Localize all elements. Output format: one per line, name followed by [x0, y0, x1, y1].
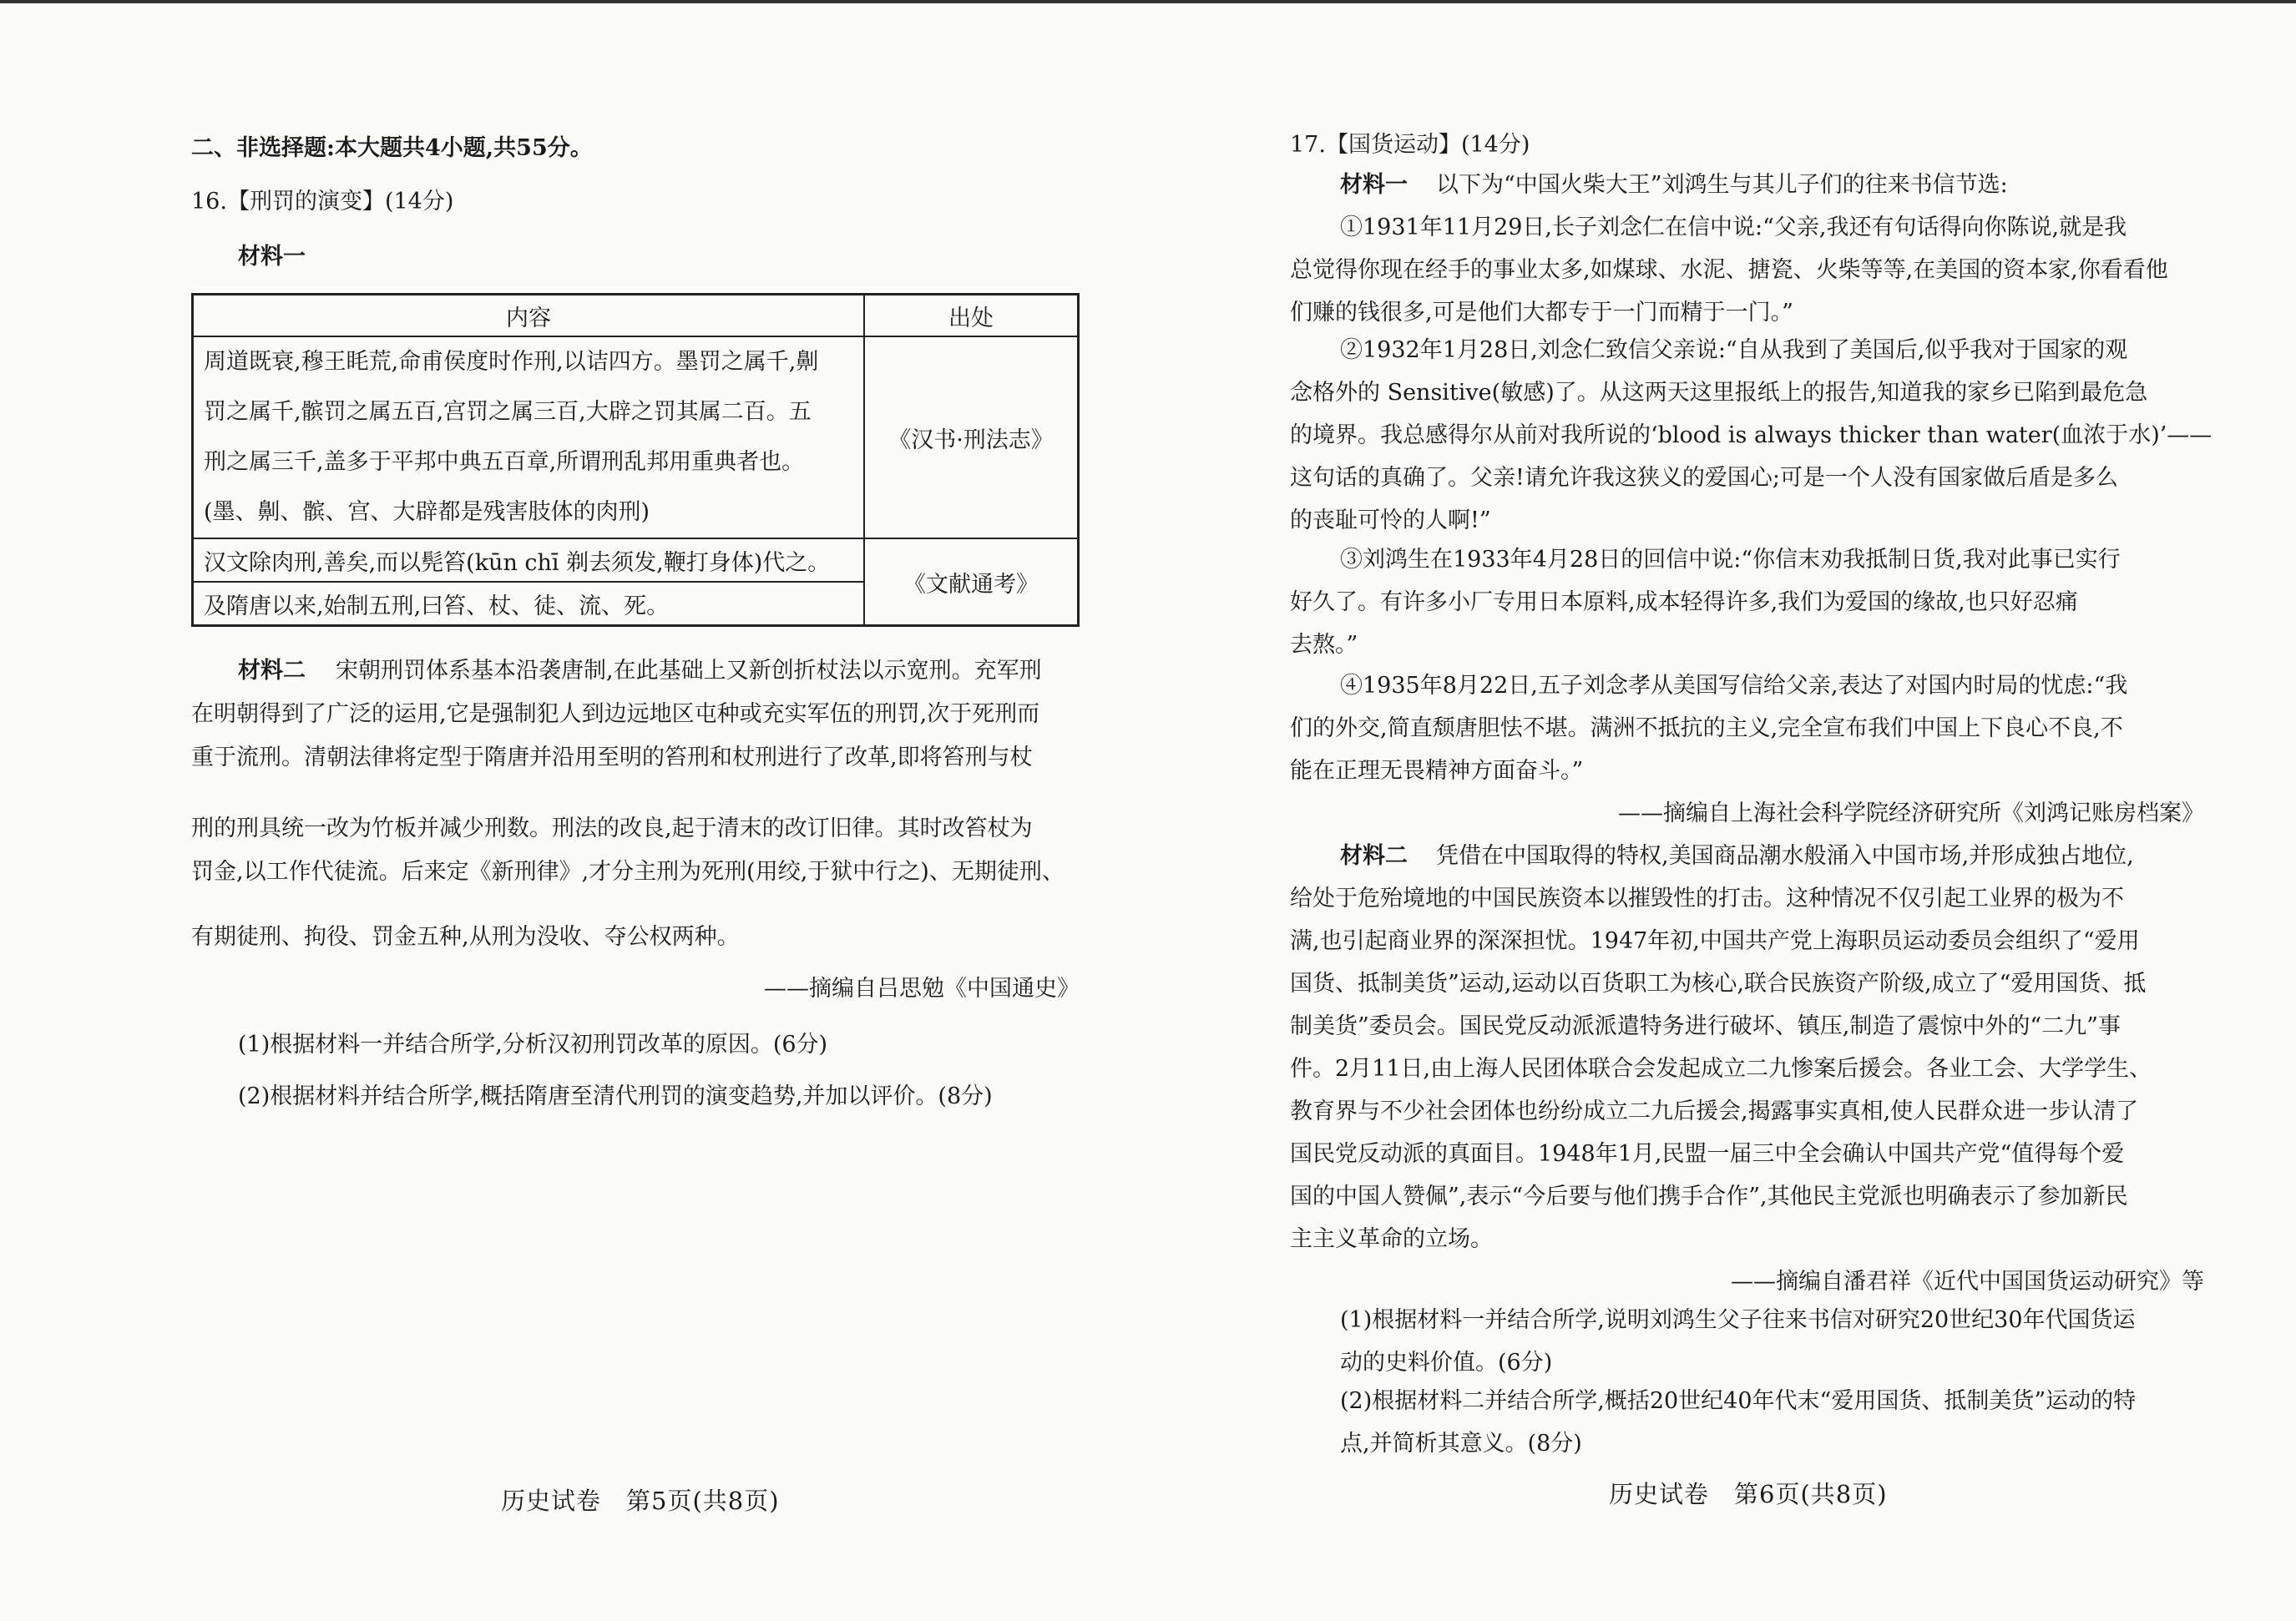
table-row1-source: 《汉书·刑法志》 — [864, 336, 1079, 538]
q17-material1-line: 念格外的 Sensitive(敏感)了。从这两天这里报纸上的报告,知道我的家乡已陷到最危急 — [1290, 380, 2148, 406]
q17-material1-line: ①1931年11月29日,长子刘念仁在信中说:“父亲,我还有句话得向你陈说,就是我 — [1340, 215, 2127, 240]
table-row1-line: (墨、劓、髌、宫、大辟都是残害肢体的肉刑) — [204, 499, 650, 525]
q17-material1-line: ④1935年8月22日,五子刘念孝从美国写信给父亲,表达了对国内时局的忧虑:“我 — [1340, 673, 2128, 699]
q17-material1-line: ③刘鸿生在1933年4月28日的回信中说:“你信末劝我抵制日货,我对此事已实行 — [1340, 547, 2121, 573]
table-row3-content: 及隋唐以来,始制五刑,曰笞、杖、徒、流、死。 — [193, 582, 865, 626]
q17-material1-line: 好久了。有许多小厂专用日本原料,成本轻得许多,我们为爱国的缘故,也只好忍痛 — [1290, 589, 2078, 615]
q16-material2-line: 宋朝刑罚体系基本沿袭唐制,在此基础上又新创折杖法以示宽刑。充军刑 — [336, 658, 1042, 684]
q16-question1: (1)根据材料一并结合所学,分析汉初刑罚改革的原因。(6分) — [238, 1032, 828, 1058]
q17-material2-line: 国货、抵制美货”运动,运动以百货职工为核心,联合民族资产阶级,成立了“爱用国货、抵 — [1290, 971, 2147, 997]
q16-material2-line: 有期徒刑、拘役、罚金五种,从刑为没收、夺公权两种。 — [191, 924, 740, 950]
q17-question1-cont: 动的史料价值。(6分) — [1340, 1350, 1553, 1376]
q17-material1-line: 去熬。” — [1290, 632, 1358, 658]
table-row1-line: 罚之属千,髌罚之属五百,宫罚之属三百,大辟之罚其属二百。五 — [204, 399, 812, 425]
q16-material2-line: 罚金,以工作代徒流。后来定《新刑律》,才分主刑为死刑(用绞,于狱中行之)、无期徒刑、 — [191, 859, 1065, 885]
table-row2-content: 汉文除肉刑,善矣,而以髡笞(kūn chī 剃去须发,鞭打身体)代之。 — [193, 538, 865, 582]
q16-material2-line: 在明朝得到了广泛的运用,它是强制犯人到边远地区屯种或充实军伍的刑罚,次于死刑而 — [191, 701, 1040, 727]
q17-material2-source: ——摘编自潘君祥《近代中国国货运动研究》等 — [1731, 1269, 2204, 1295]
q17-material1-line: 们赚的钱很多,可是他们大都专于一门而精于一门。” — [1290, 300, 1793, 326]
q17-material2-line: 凭借在中国取得的特权,美国商品潮水般涌入中国市场,并形成独占地位, — [1436, 843, 2134, 869]
q16-question2: (2)根据材料并结合所学,概括隋唐至清代刑罚的演变趋势,并加以评价。(8分) — [238, 1083, 993, 1109]
table-row1-line: 周道既衰,穆王眊荒,命甫侯度时作刑,以诘四方。墨罚之属千,劓 — [204, 349, 819, 375]
q17-material2-line: 制美货”委员会。国民党反动派派遣特务进行破坏、镇压,制造了震惊中外的“二九”事 — [1290, 1013, 2121, 1039]
q17-material1-label: 材料一 — [1340, 172, 1408, 198]
q17-material1-source: ——摘编自上海社会科学院经济研究所《刘鸿记账房档案》 — [1618, 800, 2204, 826]
q17-material2-line: 教育界与不少社会团体也纷纷成立二九后援会,揭露事实真相,使人民群众进一步认清了 — [1290, 1098, 2139, 1124]
q17-material2-line: 件。2月11日,由上海人民团体联合会发起成立二九惨案后援会。各业工会、大学学生、 — [1290, 1056, 2152, 1082]
q17-question2-cont: 点,并简析其意义。(8分) — [1340, 1431, 1582, 1457]
q16-material1-table — [191, 293, 1080, 627]
q16-material2-line: 重于流刑。清朝法律将定型于隋唐并沿用至明的笞刑和杖刑进行了改革,即将笞刑与杖 — [191, 745, 1033, 770]
q17-material1-line: 总觉得你现在经手的事业太多,如煤球、水泥、搪瓷、火柴等等,在美国的资本家,你看看他 — [1290, 257, 2168, 283]
table-header-content: 内容 — [193, 295, 865, 337]
q16-material2-line: 刑的刑具统一改为竹板并减少刑数。刑法的改良,起于清末的改订旧律。其时改笞杖为 — [191, 816, 1033, 841]
q17-material1-line: ②1932年1月28日,刘念仁致信父亲说:“自从我到了美国后,似乎我对于国家的观 — [1340, 337, 2128, 363]
right-page — [1148, 0, 2296, 1621]
q17-material1-intro: 以下为“中国火柴大王”刘鸿生与其儿子们的往来书信节选: — [1436, 172, 2008, 198]
q17-material1-line: 的丧耻可怜的人啊!” — [1290, 508, 1491, 533]
q17-material1-line: 们的外交,简直颓唐胆怯不堪。满洲不抵抗的主义,完全宣布我们中国上下良心不良,不 — [1290, 715, 2123, 741]
table-row1-content — [193, 336, 865, 538]
q16-material2-label: 材料二 — [238, 658, 306, 684]
q17-question2: (2)根据材料二并结合所学,概括20世纪40年代末“爱用国货、抵制美货”运动的特 — [1340, 1388, 2137, 1414]
q17-title: 17.【国货运动】(14分) — [1290, 132, 1530, 158]
q17-material2-line: 国的中国人赞佩”,表示“今后要与他们携手合作”,其他民主党派也明确表示了参加新民 — [1290, 1184, 2128, 1209]
table-header-source: 出处 — [864, 295, 1079, 337]
q17-material2-line: 给处于危殆境地的中国民族资本以摧毁性的打击。这种情况不仅引起工业界的极为不 — [1290, 886, 2124, 911]
q17-material2-line: 满,也引起商业界的深深担忧。1947年初,中国共产党上海职员运动委员会组织了“爱用 — [1290, 928, 2140, 954]
q17-material2-line: 主主义革命的立场。 — [1290, 1226, 1493, 1252]
left-page-footer: 历史试卷 第5页(共8页) — [501, 1487, 780, 1515]
q16-material2-source: ——摘编自吕思勉《中国通史》 — [764, 976, 1080, 1002]
q17-question1: (1)根据材料一并结合所学,说明刘鸿生父子往来书信对研究20世纪30年代国货运 — [1340, 1307, 2136, 1333]
right-page-footer: 历史试卷 第6页(共8页) — [1609, 1480, 1888, 1508]
q17-material1-line: 的境界。我总感得尔从前对我所说的‘blood is always thicker than water(血浓于水)’—— — [1290, 422, 2213, 448]
table-row1-line: 刑之属三千,盖多于平邦中典五百章,所谓刑乱邦用重典者也。 — [204, 449, 805, 475]
q17-material1-line: 这句话的真确了。父亲!请允许我这狭义的爱国心;可是一个人没有国家做后盾是多么 — [1290, 465, 2118, 491]
q16-title: 16.【刑罚的演变】(14分) — [191, 189, 454, 215]
q17-material2-line: 国民党反动派的真面目。1948年1月,民盟一届三中全会确认中国共产党“值得每个爱 — [1290, 1141, 2125, 1167]
q16-material1-label: 材料一 — [238, 244, 306, 270]
table-row23-source: 《文献通考》 — [864, 538, 1079, 626]
q17-material1-line: 能在正理无畏精神方面奋斗。” — [1290, 758, 1584, 784]
section-heading: 二、非选择题:本大题共4小题,共55分。 — [191, 135, 593, 161]
q17-material2-label: 材料二 — [1340, 843, 1408, 869]
